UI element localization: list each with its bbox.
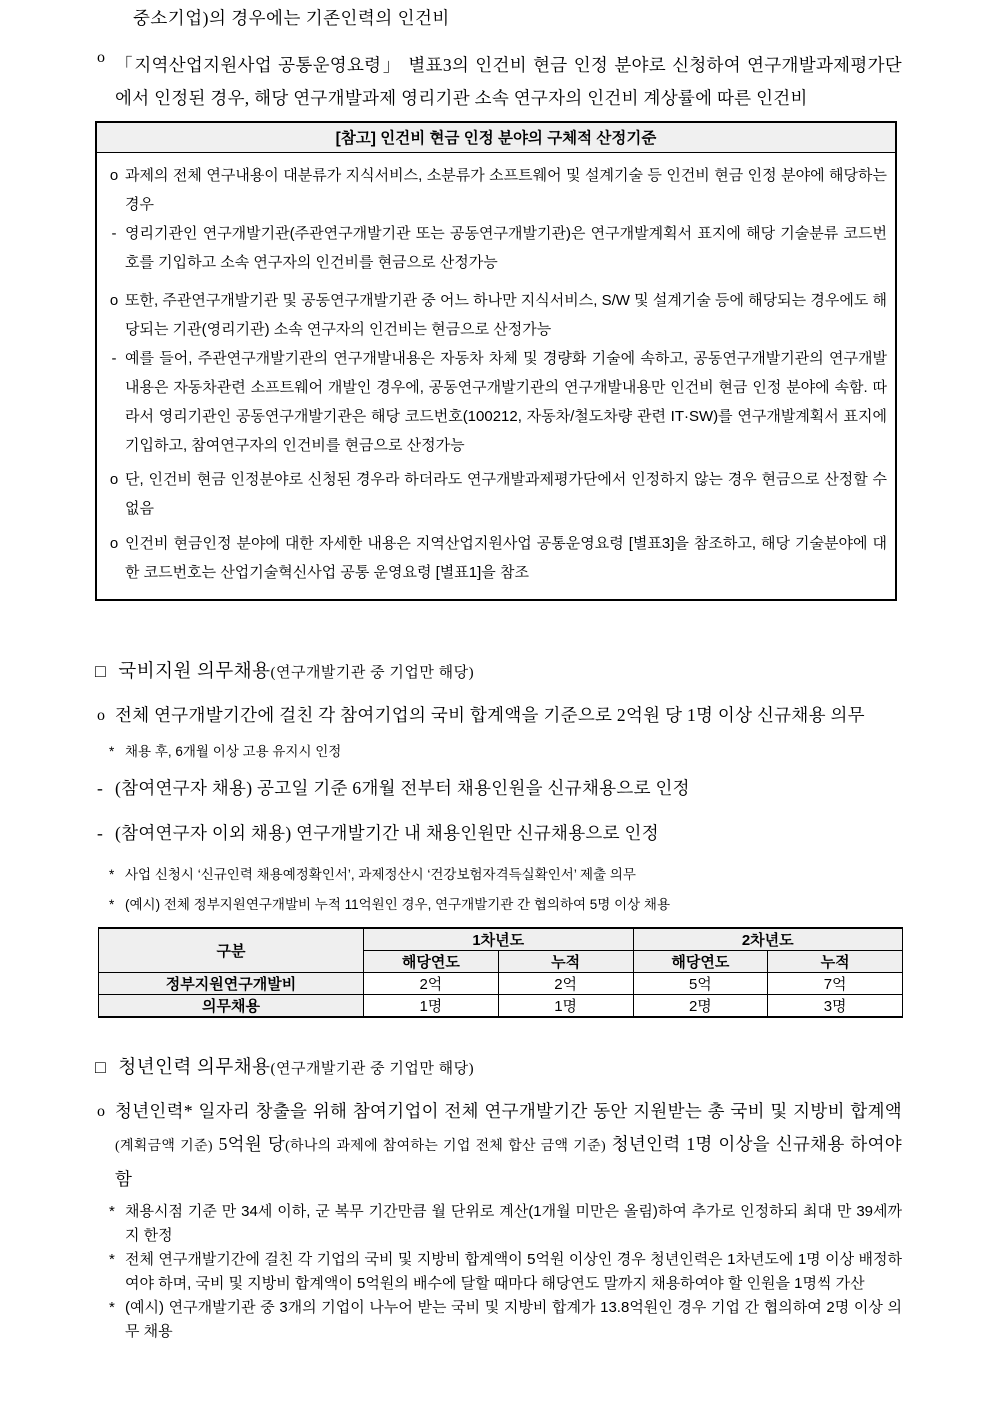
circle-bullet-marker: o [97,707,105,724]
circle-bullet-marker: o [109,535,119,552]
section-youth-hiring-title [95,1053,902,1083]
table-row [99,995,903,1018]
gov-hiring-bullet [95,699,902,733]
gov-hiring-footnote-1 [109,742,902,762]
table-cell: 1명 [498,995,633,1018]
table-cell: 5억 [633,973,768,995]
circle-bullet-marker: o [109,167,119,184]
section-title-note: (연구개발기관 중 기업만 해당) [270,1061,475,1077]
gov-hiring-dash-2 [95,820,902,846]
table-cell: 7억 [768,973,903,995]
star-marker: * [109,1251,115,1268]
dash-bullet-marker: - [111,225,117,242]
table-cell: 2억 [498,973,633,995]
table-cell: 1명 [364,995,499,1018]
checkbox-square-icon: □ [95,1057,107,1077]
bullet-text-small: (계획금액 기준) [115,1139,213,1154]
table-subheader: 누적 [768,951,903,973]
gov-hiring-bullet-text: 전체 연구개발기간에 걸친 각 참여기업의 국비 합계액을 기준으로 2억원 당 1명 이상 신규채용 의무 [115,705,865,725]
section-gov-hiring-title [95,657,902,687]
section-title-text: 국비지원 의무채용 [118,662,271,682]
dash-bullet-marker: - [97,778,104,798]
intro-continuation-text: 중소기업)의 경우에는 기존인력의 인건비 [133,8,450,28]
star-marker: * [109,744,115,759]
table-subheader: 누적 [498,951,633,973]
ref-box-item-text: 영리기관인 연구개발기관(주관연구개발기관 또는 공동연구개발기관)은 연구개발계획서 표지에 해당 기술분류 코드번호를 기입하고 소속 연구자의 인건비를 현금으로 산정가능 [125,225,887,271]
bullet-text-part: 청년인력* 일자리 창출을 위해 참여기업이 전체 연구개발기간 동안 지원받는 총 국비 및 지방비 합계액 [115,1101,902,1121]
table-cell: 3명 [768,995,903,1018]
ref-box-item [103,529,887,587]
ref-box-item [103,161,887,219]
reference-box [95,121,897,601]
youth-hiring-bullet-text [115,1095,902,1196]
star-marker: * [109,867,115,882]
table-row-label: 의무채용 [99,995,364,1018]
table-year1-header: 1차년도 [364,928,634,951]
hiring-obligation-table [98,927,903,1018]
bullet-text-small: (하나의 과제에 참여하는 기업 전체 합산 금액 기준) [285,1139,606,1154]
ref-box-item-text: 예를 들어, 주관연구개발기관의 연구개발내용은 자동차 차체 및 경량화 기술에 속하고, 공동연구개발기관의 연구개발내용은 자동차관련 소프트웨어 개발인 경우에, 공동연구개발기관의 연구개발내용만 인건비 현금 인정 분야에 속함. 따라서 영리기관인 공동연구개발기관은 해당 코드번호(100212, 자동차/철도차량 관련 IT·SW)를 연구개발계획서 표지에 기입하고, 참여연구자의 인건비를 현금으로 산정가능 [125,350,887,454]
youth-hiring-footnote-2 [109,1248,902,1296]
table-corner-header: 구분 [99,928,364,973]
reference-box-title: [참고] 인건비 현금 인정 분야의 구체적 산정기준 [97,123,895,153]
bullet-text-part: 5억원 당 [212,1134,286,1154]
star-marker: * [109,897,115,912]
ref-box-item [103,286,887,344]
ref-box-item-text: 또한, 주관연구개발기관 및 공동연구개발기관 중 어느 하나만 지식서비스, S/W 및 설계기술 등에 해당되는 경우에도 해당되는 기관(영리기관) 소속 연구자의 인건비는 현금으로 산정가능 [125,292,887,338]
table-cell: 2억 [364,973,499,995]
gov-hiring-dash-1 [95,775,902,801]
table-row [99,973,903,995]
ref-box-item-text: 인건비 현금인정 분야에 대한 자세한 내용은 지역산업지원사업 공통운영요령 [별표3]을 참조하고, 해당 기술분야에 대한 코드번호는 산업기술혁신사업 공통 운영요령 [별표1]을 참조 [125,535,887,581]
circle-bullet-marker: o [97,49,105,66]
table-cell: 2명 [633,995,768,1018]
ref-box-item-text: 단, 인건비 현금 인정분야로 신청된 경우라 하더라도 연구개발과제평가단에서 인정하지 않는 경우 현금으로 산정할 수 없음 [125,471,887,517]
table-year2-header: 2차년도 [633,928,903,951]
gov-hiring-footnote-2 [109,865,902,885]
dash-bullet-marker: - [97,823,104,843]
table-row-label: 정부지원연구개발비 [99,973,364,995]
dash-bullet-marker: - [111,350,117,367]
table-subheader: 해당연도 [364,951,499,973]
star-marker: * [109,1203,115,1220]
dash-line-text: (참여연구자 이외 채용) 연구개발기간 내 채용인원만 신규채용으로 인정 [115,823,659,843]
intro-bullet-text: 「지역산업지원사업 공통운영요령」 별표3의 인건비 현금 인정 분야로 신청하여 연구개발과제평가단에서 인정된 경우, 해당 연구개발과제 영리기관 소속 연구자의 인건비 계상률에 따른 인건비 [115,55,902,108]
reference-box-body [97,153,895,599]
section-title-text: 청년인력 의무채용 [118,1058,271,1078]
ref-box-item [103,219,887,277]
ref-box-item-text: 과제의 전체 연구내용이 대분류가 지식서비스, 소분류가 소프트웨어 및 설계기술 등 인건비 현금 인정 분야에 해당하는 경우 [125,167,887,213]
intro-bullet [95,49,902,115]
footnote-text: 사업 신청시 ‘신규인력 채용예정확인서’, 과제정산시 ‘건강보험자격득실확인서’ 제출 의무 [125,867,636,882]
bullet-text-part: 청년인력 1명 이상을 신규채용 하여야 함 [115,1134,903,1189]
gov-hiring-footnote-3 [109,895,902,915]
ref-box-item [103,465,887,523]
footnote-text: 전체 연구개발기간에 걸친 각 기업의 국비 및 지방비 합계액이 5억원 이상인 경우 청년인력은 1차년도에 1명 이상 배정하여야 하며, 국비 및 지방비 합계액이 5억원의 배수에 달할 때마다 해당연도 말까지 채용하여야 할 인원을 1명씩 가산 [125,1251,902,1292]
circle-bullet-marker: o [97,1103,105,1120]
checkbox-square-icon: □ [95,661,107,681]
circle-bullet-marker: o [109,471,119,488]
footnote-text: 채용 후, 6개월 이상 고용 유지시 인정 [125,744,342,759]
circle-bullet-marker: o [109,292,119,309]
footnote-text: (예시) 전체 정부지원연구개발비 누적 11억원인 경우, 연구개발기관 간 협의하여 5명 이상 채용 [125,897,670,912]
table-subheader: 해당연도 [633,951,768,973]
youth-hiring-footnote-3 [109,1296,902,1344]
dash-line-text: (참여연구자 채용) 공고일 기준 6개월 전부터 채용인원을 신규채용으로 인정 [115,778,690,798]
ref-box-item [103,344,887,460]
section-title-note: (연구개발기관 중 기업만 해당) [270,665,475,681]
star-marker: * [109,1299,115,1316]
footnote-text: (예시) 연구개발기관 중 3개의 기업이 나누어 받는 국비 및 지방비 합계가 13.8억원인 경우 기업 간 협의하여 2명 이상 의무 채용 [125,1299,902,1340]
youth-hiring-footnote-1 [109,1200,902,1248]
youth-hiring-bullet [95,1095,902,1196]
footnote-text: 채용시점 기준 만 34세 이하, 군 복무 기간만큼 월 단위로 계산(1개월 미만은 올림)하여 추가로 인정하되 최대 만 39세까지 한정 [125,1203,902,1244]
